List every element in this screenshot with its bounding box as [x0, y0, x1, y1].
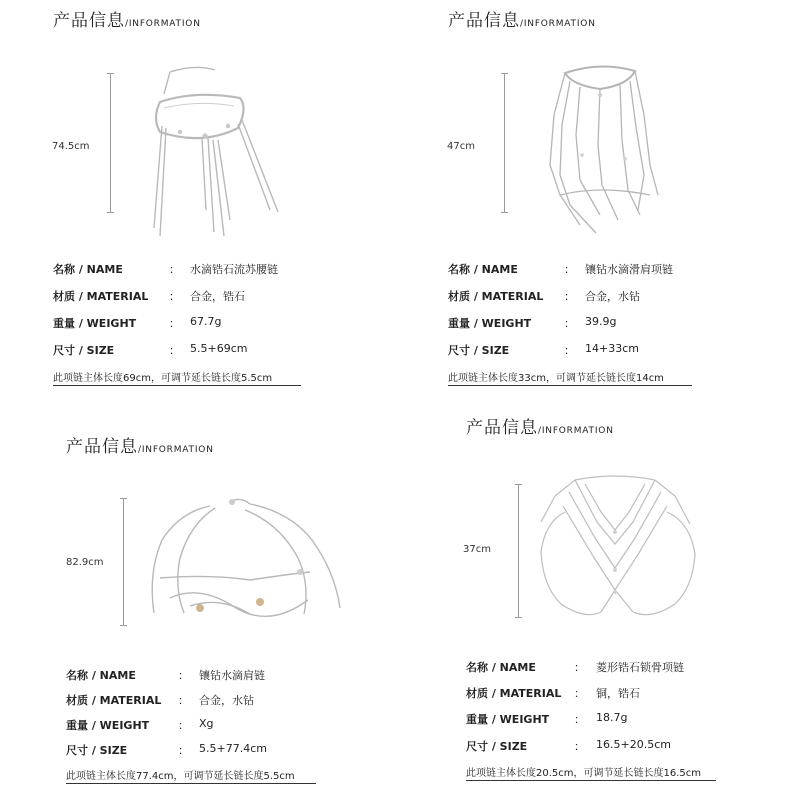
spec-colon: ： — [178, 669, 189, 682]
spec-value: 镶钻水滴肩链 — [199, 669, 265, 682]
spec-colon: ： — [564, 263, 575, 276]
spec-key: 尺寸 / SIZE — [53, 344, 115, 357]
shoulder-chain-image — [140, 488, 360, 638]
spec-value: 39.9g — [585, 315, 617, 328]
spec-colon: ： — [169, 344, 180, 357]
spec-colon: ： — [169, 263, 180, 276]
collarbone-necklace-image — [535, 472, 705, 632]
spec-key: 材质 / MATERIAL — [66, 694, 162, 707]
spec-key: 名称 / NAME — [66, 669, 136, 682]
length-note: 此项链主体长度20.5cm，可调节延长链长度16.5cm — [466, 768, 702, 779]
section-title — [466, 413, 614, 438]
spec-colon: ： — [574, 661, 585, 674]
title-chinese: 产品信息 — [466, 418, 538, 438]
spec-colon: ： — [178, 744, 189, 757]
spec-colon: ： — [169, 317, 180, 330]
note-underline — [466, 780, 716, 781]
spec-value: Xg — [199, 717, 214, 730]
dimension-line — [110, 73, 111, 213]
spec-colon: ： — [574, 740, 585, 753]
shoulder-necklace-image — [540, 55, 670, 240]
product-panel-shoulder-necklace — [400, 0, 800, 400]
length-note: 此项链主体长度69cm，可调节延长链长度5.5cm — [53, 373, 273, 384]
dimension-line — [518, 484, 519, 618]
spec-value: 5.5+69cm — [190, 342, 248, 355]
spec-value: 菱形锆石锁骨项链 — [596, 661, 684, 674]
title-english: /INFORMATION — [125, 19, 201, 29]
spec-colon: ： — [564, 317, 575, 330]
spec-value: 镶钻水滴滑肩项链 — [585, 263, 673, 276]
spec-key: 材质 / MATERIAL — [53, 290, 149, 303]
spec-key: 重量 / WEIGHT — [448, 317, 532, 330]
title-english: /INFORMATION — [138, 445, 214, 455]
dimension-label: 82.9cm — [66, 557, 104, 568]
spec-colon: ： — [178, 719, 189, 732]
spec-value: 16.5+20.5cm — [596, 738, 671, 751]
spec-value: 合金，水钻 — [199, 694, 254, 707]
title-english: /INFORMATION — [520, 19, 596, 29]
spec-key: 重量 / WEIGHT — [53, 317, 137, 330]
dimension-label: 74.5cm — [52, 141, 90, 152]
spec-value: 铜，锆石 — [596, 687, 640, 700]
title-chinese: 产品信息 — [448, 11, 520, 31]
spec-key: 材质 / MATERIAL — [466, 687, 562, 700]
note-underline — [448, 385, 692, 386]
spec-value: 5.5+77.4cm — [199, 742, 267, 755]
section-title — [53, 6, 201, 31]
spec-value: 合金，水钻 — [585, 290, 640, 303]
product-panel-waist-chain — [0, 0, 400, 400]
spec-key: 尺寸 / SIZE — [66, 744, 128, 757]
spec-key: 名称 / NAME — [53, 263, 123, 276]
length-note: 此项链主体长度77.4cm，可调节延长链长度5.5cm — [66, 771, 295, 782]
spec-key: 尺寸 / SIZE — [466, 740, 528, 753]
spec-key: 重量 / WEIGHT — [466, 713, 550, 726]
spec-value: 14+33cm — [585, 342, 639, 355]
title-english: /INFORMATION — [538, 426, 614, 436]
spec-key: 名称 / NAME — [466, 661, 536, 674]
spec-key: 尺寸 / SIZE — [448, 344, 510, 357]
spec-value: 合金，锆石 — [190, 290, 245, 303]
dimension-label: 47cm — [447, 141, 475, 152]
spec-colon: ： — [169, 290, 180, 303]
title-chinese: 产品信息 — [66, 437, 138, 457]
note-underline — [66, 783, 316, 784]
spec-colon: ： — [564, 290, 575, 303]
title-chinese: 产品信息 — [53, 11, 125, 31]
dimension-label: 37cm — [463, 544, 491, 555]
spec-colon: ： — [574, 713, 585, 726]
section-title — [66, 432, 214, 457]
spec-key: 名称 / NAME — [448, 263, 518, 276]
spec-key: 重量 / WEIGHT — [66, 719, 150, 732]
length-note: 此项链主体长度33cm，可调节延长链长度14cm — [448, 373, 664, 384]
spec-colon: ： — [574, 687, 585, 700]
spec-value: 水滴锆石流苏腰链 — [190, 263, 278, 276]
product-panel-collarbone-necklace — [400, 400, 800, 800]
section-title — [448, 6, 596, 31]
spec-colon: ： — [564, 344, 575, 357]
note-underline — [53, 385, 301, 386]
spec-value: 67.7g — [190, 315, 222, 328]
dimension-line — [504, 73, 505, 213]
product-panel-shoulder-chain — [0, 400, 400, 800]
spec-value: 18.7g — [596, 711, 628, 724]
waist-chain-image — [140, 60, 290, 250]
spec-key: 材质 / MATERIAL — [448, 290, 544, 303]
spec-colon: ： — [178, 694, 189, 707]
dimension-line — [123, 498, 124, 626]
